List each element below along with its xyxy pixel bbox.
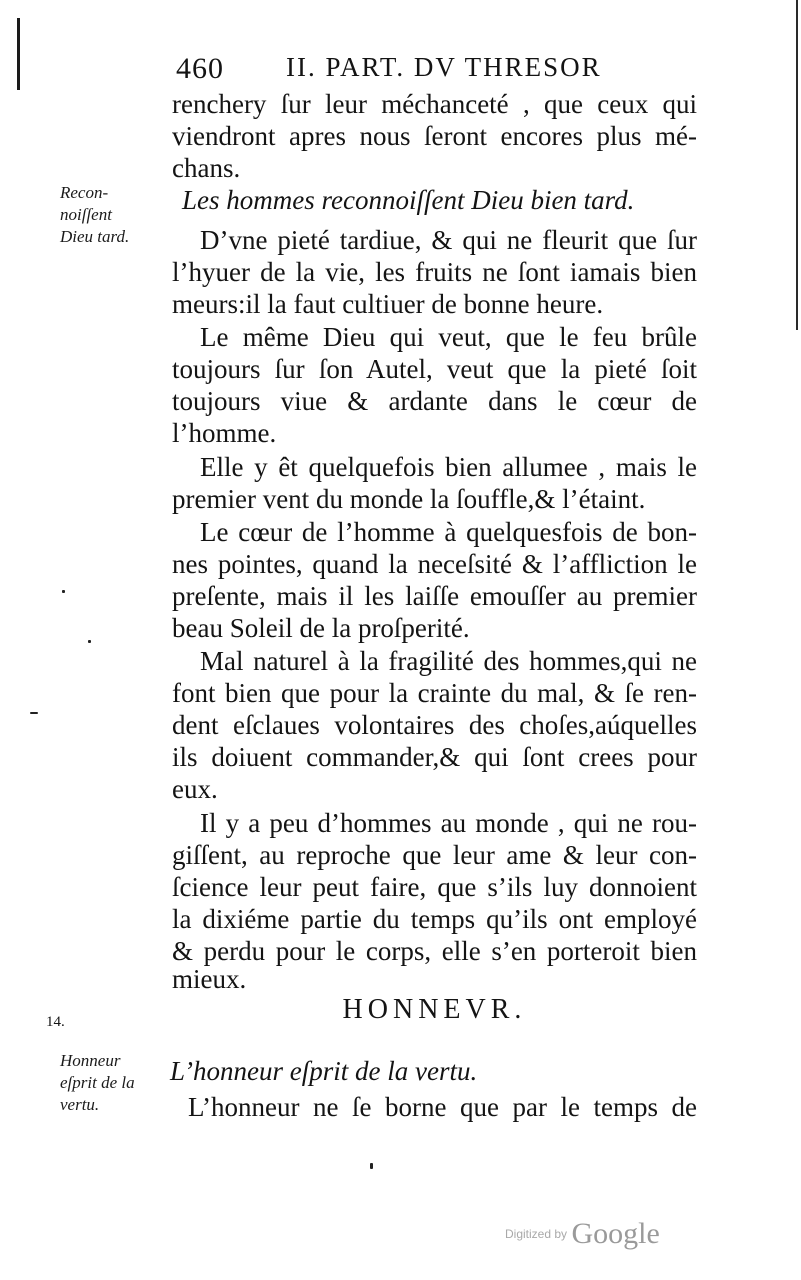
text-line: eux. xyxy=(172,774,218,804)
side-note-reconnoissent: Recon- noiſſent Dieu tard. xyxy=(60,183,130,246)
text-line: preſente, mais il les laiſſe emouſſer au premier xyxy=(172,581,697,611)
text-line: ils doiuent commander,& qui ſont crees pour xyxy=(172,742,697,772)
text-line: & perdu pour le corps, elle s’en porteroit bien xyxy=(172,936,697,966)
side-note-honneur: Honneur eſprit de la vertu. xyxy=(60,1051,135,1114)
text-line: font bien que pour la crainte du mal, & ſe ren- xyxy=(172,678,697,708)
section-heading: HONNEVR. xyxy=(342,994,527,1025)
scan-speck xyxy=(370,1163,373,1169)
text-line: Le cœur de l’homme à quelquesfois de bon- xyxy=(200,517,697,547)
text-line: Elle y êt quelquefois bien allumee , mais le xyxy=(200,452,697,482)
watermark-prefix: Digitized by xyxy=(505,1227,568,1241)
text-line: beau Soleil de la proſperité. xyxy=(172,613,470,643)
text-line: premier vent du monde la ſouffle,& l’étaint. xyxy=(172,484,646,514)
page-edge-line xyxy=(17,18,20,90)
text-line: l’homme. xyxy=(172,418,277,448)
scan-speck xyxy=(62,590,65,593)
article-heading: Les hommes reconnoiſſent Dieu bien tard. xyxy=(182,185,635,215)
scan-speck xyxy=(30,712,38,714)
text-line: Mal naturel à la fragilité des hommes,qui ne xyxy=(200,646,697,676)
text-line: renchery ſur leur méchanceté , que ceux qui xyxy=(172,89,697,119)
text-line: chans. xyxy=(172,153,241,183)
google-logo: Google xyxy=(571,1217,660,1250)
page-number: 460 xyxy=(176,52,224,85)
text-line: toujours viue & ardante dans le cœur de xyxy=(172,386,697,416)
digitized-by-google-watermark xyxy=(505,1217,660,1257)
article-heading: L’honneur eſprit de la vertu. xyxy=(170,1056,478,1086)
scan-speck xyxy=(88,640,91,643)
text-line: giſſent, au reproche que leur ame & leur con- xyxy=(172,840,697,870)
running-head xyxy=(176,52,646,92)
text-line: meurs:il la faut cultiuer de bonne heure. xyxy=(172,289,604,319)
text-line: viendront apres nous ſeront encores plus mé- xyxy=(172,121,697,151)
text-line: D’vne pieté tardiue, & qui ne fleurit que ſur xyxy=(200,225,697,255)
text-line: nes pointes, quand la neceſsité & l’affliction le xyxy=(172,549,697,579)
text-line: la dixiéme partie du temps qu’ils ont employé xyxy=(172,904,697,934)
gutter-edge-line xyxy=(796,0,798,330)
margin-number: 14. xyxy=(46,1014,65,1030)
text-line: Il y a peu d’hommes au monde , qui ne rou- xyxy=(200,808,697,838)
text-line: l’hyuer de la vie, les fruits ne ſont iamais bien xyxy=(172,257,697,287)
text-line: Le même Dieu qui veut, que le feu brûle xyxy=(200,322,697,352)
text-line: toujours ſur ſon Autel, veut que la pieté ſoit xyxy=(172,354,697,384)
running-title: II. PART. DV THRESOR xyxy=(286,52,602,82)
text-line: L’honneur ne ſe borne que par le temps de xyxy=(188,1092,697,1122)
text-line: mieux. xyxy=(172,964,247,994)
text-line: dent eſclaues volontaires des choſes,aúquelles xyxy=(172,710,697,740)
text-line: ſcience leur peut faire, que s’ils luy donnoient xyxy=(172,872,697,902)
